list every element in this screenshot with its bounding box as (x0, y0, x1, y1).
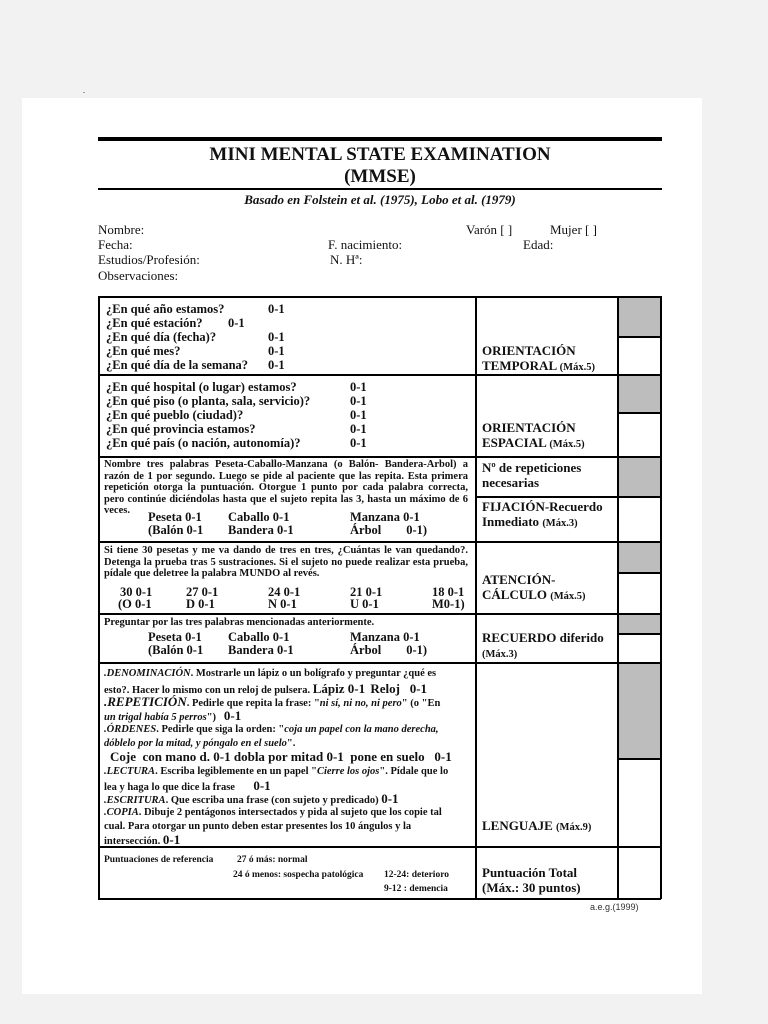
repeticiones-label: Nº de repeticiones necesarias (482, 460, 582, 490)
page-title: MINI MENTAL STATE EXAMINATION (209, 144, 551, 165)
espacial-score: 0-1 (350, 394, 367, 408)
temporal-score: 0-1 (268, 330, 285, 344)
denominacion-line-2: esto?. Hacer lo mismo con un reloj de pulsera. Lápiz 0-1 Reloj 0-1 (104, 681, 428, 696)
credit: a.e.g.(1999) (590, 902, 639, 912)
lenguaje-label: LENGUAJE (Máx.9) (482, 818, 592, 833)
grid-line (98, 456, 661, 458)
nombre-label: Nombre: (98, 222, 145, 237)
referencia-deterioro: 12-24: deterioro (384, 870, 449, 880)
page-subtitle: Basado en Folstein et al. (1975), Lobo et al. (1979) (244, 192, 516, 207)
espacial-question: ¿En qué hospital (o lugar) estamos? (106, 380, 297, 394)
espacial-label: ORIENTACIÓN ESPACIAL (Máx.5) (482, 420, 585, 450)
recuerdo-word: Caballo 0-1 (228, 630, 290, 644)
grid-line (617, 572, 661, 574)
grid-line (98, 613, 661, 615)
score-box-shaded (618, 662, 660, 758)
recuerdo-word: Manzana 0-1 (350, 630, 420, 644)
varon-label: Varón [ ] (466, 222, 513, 237)
referencia-normal: 27 ó más: normal (237, 855, 308, 865)
copia-line: .COPIA. Dibuje 2 pentágonos intersectados y pida al sujeto que los copie tal (104, 807, 442, 818)
page-title-abbr: (MMSE) (344, 166, 416, 187)
grid-line (617, 758, 661, 760)
temporal-question: ¿En qué día de la semana? (106, 358, 249, 372)
temporal-score: 0-1 (268, 358, 285, 372)
score-box-shaded (618, 297, 660, 336)
recuerdo-word: Peseta 0-1 (148, 630, 202, 644)
espacial-score: 0-1 (350, 436, 367, 450)
repeticion-line: .REPETICIÓN. Pedirle que repita la frase: "ni sí, ni no, ni pero" (o "En (104, 694, 441, 709)
referencia-demencia: 9-12 : demencia (384, 884, 448, 894)
grid-line (617, 336, 661, 338)
temporal-question: ¿En qué año estamos? (106, 302, 225, 316)
grid-line (617, 296, 619, 899)
grid-line (98, 296, 661, 298)
title-rule-top (98, 137, 662, 141)
grid-line (617, 412, 661, 414)
espacial-question: ¿En qué país (o nación, autonomía)? (106, 436, 301, 450)
fijacion-word: Manzana 0-1 (350, 510, 420, 524)
score-box-shaded (618, 374, 660, 412)
temporal-question: ¿En qué día (fecha)? (106, 330, 217, 344)
espacial-question: ¿En qué piso (o planta, sala, servicio)? (106, 394, 311, 408)
grid-line (98, 846, 661, 848)
atencion-instruction: Si tiene 30 pesetas y me va dando de tres en tres, ¿Cuántas le van quedando?. Detenga la prueba tras 5 sustraciones. Si el sujeto no puede realizar esta prueba, pídale que deletree la palabra MUNDO al revés. (104, 545, 468, 579)
espacial-score: 0-1 (350, 408, 367, 422)
copia-line-3: intersección. 0-1 (104, 832, 181, 847)
grid-line (98, 541, 661, 543)
atencion-number: 18 0-1 (432, 585, 465, 599)
recuerdo-label: RECUERDO diferido (Máx.3) (482, 630, 604, 660)
total-label: Puntuación Total (Máx.: 30 puntos) (482, 865, 581, 895)
atencion-number: 27 0-1 (186, 585, 219, 599)
espacial-score: 0-1 (350, 422, 367, 436)
atencion-letter: U 0-1 (350, 597, 379, 611)
ordenes-scores: Coje con mano d. 0-1 dobla por mitad 0-1 pone en suelo 0-1 (110, 749, 452, 764)
atencion-label: ATENCIÓN-CÁLCULO (Máx.5) (482, 572, 586, 602)
speck: . (83, 86, 85, 95)
temporal-question: ¿En qué mes? (106, 344, 181, 358)
nacimiento-label: F. nacimiento: (328, 237, 403, 252)
fijacion-label: FIJACIÓN-Recuerdo Inmediato (Máx.3) (482, 499, 603, 529)
temporal-score: 0-1 (228, 316, 245, 330)
espacial-question: ¿En qué provincia estamos? (106, 422, 256, 436)
recuerdo-instruction: Preguntar por las tres palabras mencionadas anteriormente. (104, 617, 375, 628)
temporal-score: 0-1 (268, 302, 285, 316)
estudios-label: Estudios/Profesión: (98, 252, 200, 267)
escritura-line: .ESCRITURA. Que escriba una frase (con sujeto y predicado) 0-1 (104, 791, 399, 806)
atencion-number: 30 0-1 (120, 585, 153, 599)
atencion-letter: N 0-1 (268, 597, 297, 611)
referencia-sospecha: 24 ó menos: sospecha patológica (233, 870, 364, 880)
edad-label: Edad: (523, 237, 554, 252)
grid-line (98, 296, 100, 899)
temporal-question: ¿En qué estación? (106, 316, 203, 330)
repeticion-line-2: un trigal había 5 perros") 0-1 (104, 708, 242, 723)
fijacion-word: Caballo 0-1 (228, 510, 290, 524)
fecha-label: Fecha: (98, 237, 133, 252)
score-box-shaded (618, 456, 660, 496)
fijacion-word: (Balón 0-1 (148, 523, 204, 537)
denominacion-line: .DENOMINACIÓN. Mostrarle un lápiz o un bolígrafo y preguntar ¿qué es (104, 668, 437, 679)
grid-line (475, 296, 477, 899)
atencion-letter: (O 0-1 (118, 597, 152, 611)
recuerdo-word: (Balón 0-1 (148, 643, 204, 657)
observaciones-label: Observaciones: (98, 268, 179, 283)
fijacion-word: Bandera 0-1 (228, 523, 294, 537)
score-box-shaded (618, 541, 660, 572)
temporal-score: 0-1 (268, 344, 285, 358)
grid-line (660, 296, 662, 899)
espacial-question: ¿En qué pueblo (ciudad)? (106, 408, 244, 422)
atencion-number: 21 0-1 (350, 585, 383, 599)
ordenes-line-2: dóblelo por la mitad, y póngalo en el suelo". (104, 738, 296, 749)
grid-line (475, 496, 661, 498)
score-box-shaded (618, 613, 660, 633)
grid-line (98, 898, 661, 900)
recuerdo-word: Árbol 0-1) (350, 643, 428, 657)
fijacion-word: Peseta 0-1 (148, 510, 202, 524)
mujer-label: Mujer [ ] (550, 222, 597, 237)
nha-label: N. Hª: (330, 252, 363, 267)
fijacion-word: Árbol 0-1) (350, 523, 428, 537)
grid-line (617, 633, 661, 635)
temporal-label: ORIENTACIÓN TEMPORAL (Máx.5) (482, 343, 595, 373)
referencia-title: Puntuaciones de referencia (104, 855, 214, 865)
grid-line (98, 662, 661, 664)
ordenes-line: .ÓRDENES. Pedirle que siga la orden: "coja un papel con la mano derecha, (104, 724, 439, 735)
lectura-line-2: lea y haga lo que dice la frase 0-1 (104, 778, 271, 793)
recuerdo-word: Bandera 0-1 (228, 643, 294, 657)
atencion-letter: M0-1) (432, 597, 465, 611)
fijacion-instruction: Nombre tres palabras Peseta-Caballo-Manzana (o Balón- Bandera-Arbol) a razón de 1 por segundo. Luego se pide al paciente que las repita. Esta primera repetición otorga la puntuación. Otorgue 1 punto por cada palabra correcta, pero continúe diciéndolas hasta que el sujeto repita las 3, hasta un máximo de 6 veces. (104, 459, 468, 516)
atencion-number: 24 0-1 (268, 585, 301, 599)
espacial-score: 0-1 (350, 380, 367, 394)
copia-line-2: cual. Para otorgar un punto deben estar presentes los 10 ángulos y la (104, 821, 412, 832)
atencion-letter: D 0-1 (186, 597, 215, 611)
lectura-line: .LECTURA. Escriba legiblemente en un papel "Cierre los ojos". Pídale que lo (104, 766, 449, 777)
title-rule-bottom (98, 188, 662, 190)
